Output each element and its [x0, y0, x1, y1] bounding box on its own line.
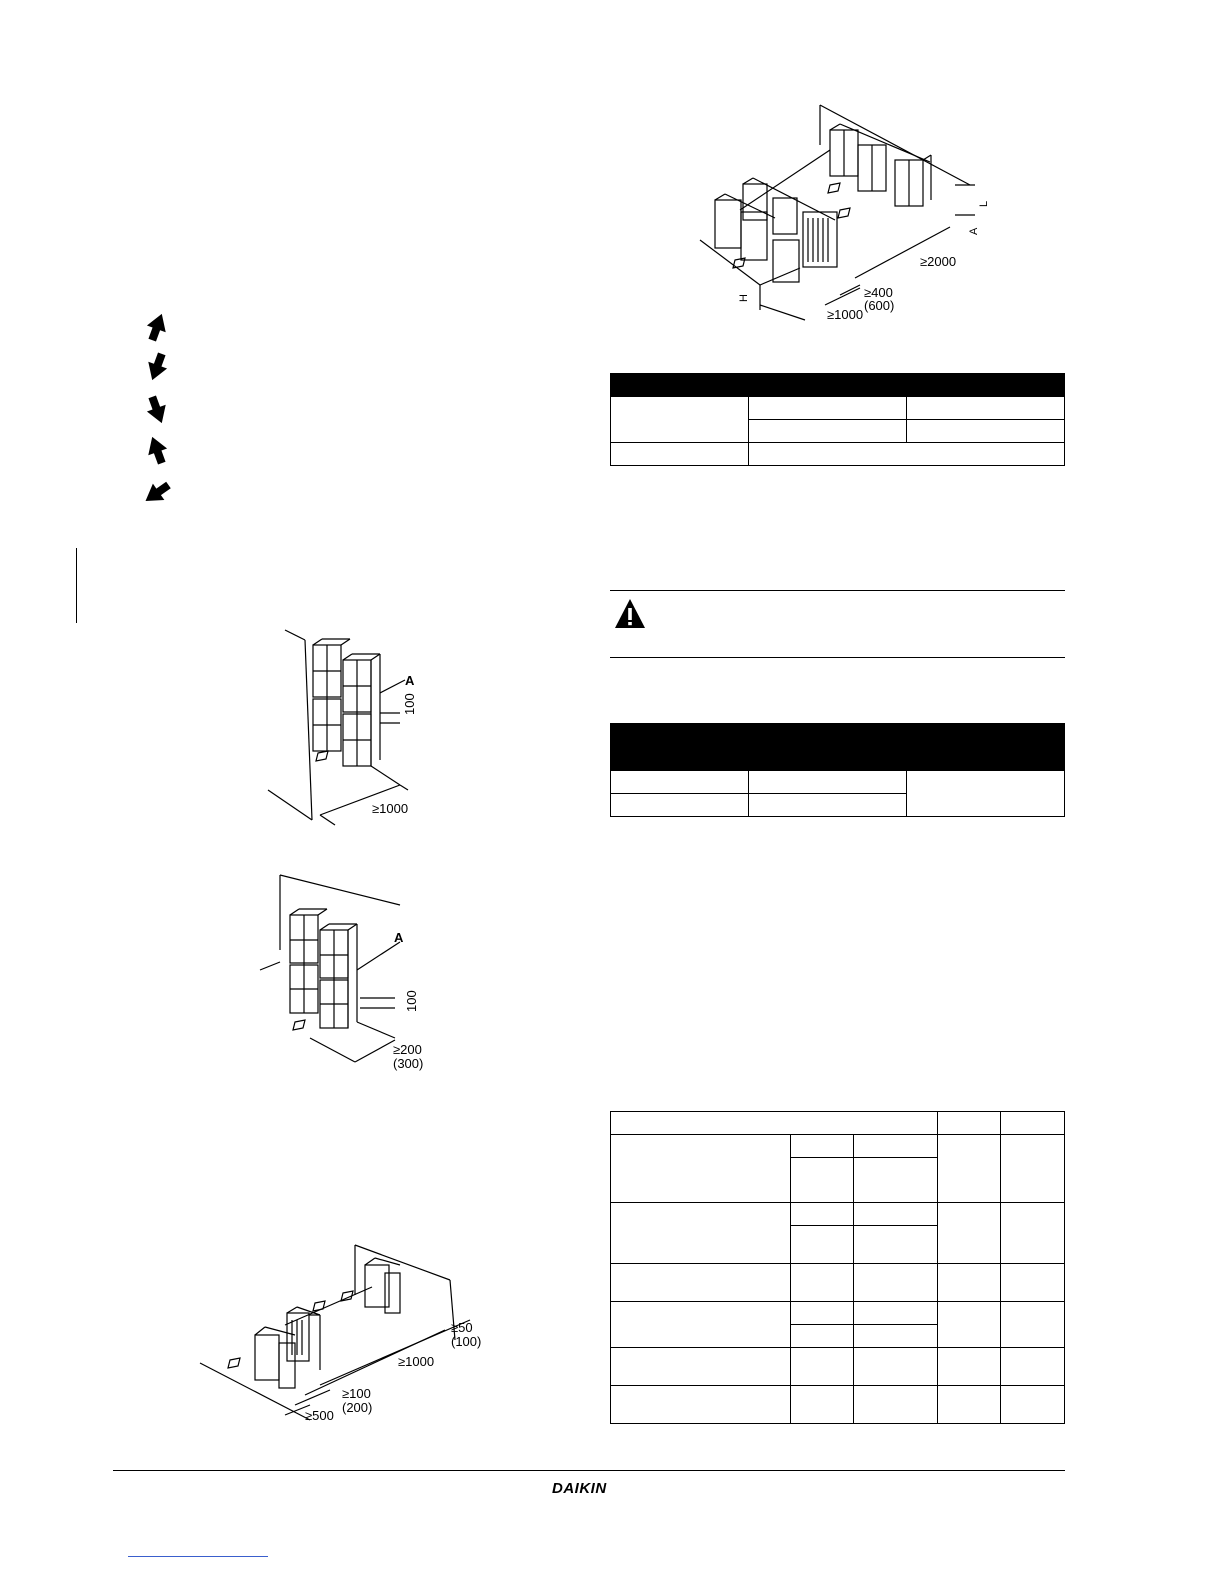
- dim-label: (100): [451, 1334, 482, 1349]
- warning-bottom-rule: [610, 657, 1065, 658]
- dim-label: L: [978, 200, 990, 207]
- table-1: [610, 373, 1065, 466]
- table-header-row: [611, 724, 1065, 771]
- dim-label: ≥1000: [398, 1354, 435, 1369]
- dim-label: (600): [864, 298, 895, 313]
- dim-label: H: [738, 294, 750, 302]
- arrow-icon: [143, 393, 171, 426]
- dim-label: ≥1000: [827, 307, 864, 322]
- dim-label: ≥1000: [372, 801, 409, 816]
- dim-label: (200): [342, 1400, 373, 1415]
- table-row: [611, 443, 1065, 466]
- arrow-icon: [143, 350, 171, 383]
- bottom-link-rule: [128, 1556, 268, 1557]
- dim-label: A: [394, 930, 404, 945]
- table-3: [610, 1111, 1065, 1424]
- direction-arrows: [135, 305, 185, 515]
- dim-label: 100: [402, 693, 417, 715]
- footer-brand-logo: DAIKIN: [552, 1480, 607, 1497]
- dim-label: ≥400: [864, 285, 893, 300]
- dim-label: ≥500: [305, 1408, 334, 1423]
- dim-label: ≥200: [393, 1042, 422, 1057]
- table-row: [611, 1264, 1065, 1302]
- arrow-icon: [143, 433, 171, 466]
- table-row: [611, 1348, 1065, 1386]
- table-2: [610, 723, 1065, 817]
- dim-label: (300): [393, 1056, 424, 1071]
- dim-label: 100: [404, 990, 419, 1012]
- figure-stacked-units-2: [255, 870, 455, 1075]
- footer-rule: [113, 1470, 1065, 1471]
- table-row: [611, 1112, 1065, 1135]
- table-row: [611, 771, 1065, 794]
- table-row: [611, 1135, 1065, 1158]
- arrow-icon: [143, 310, 171, 343]
- table-row: [611, 1302, 1065, 1325]
- dim-label: A: [405, 673, 415, 688]
- change-bar: [76, 548, 77, 623]
- dim-label: ≥100: [342, 1386, 371, 1401]
- figure-stacked-units-1: [260, 625, 460, 825]
- warning-top-rule: [610, 590, 1065, 591]
- table-row: [611, 397, 1065, 420]
- warning-icon: [613, 597, 647, 631]
- dim-label: ≥2000: [920, 254, 957, 269]
- arrow-icon: [140, 477, 174, 509]
- table-row: [611, 1386, 1065, 1424]
- table-header-row: [611, 374, 1065, 397]
- dim-label: ≥50: [451, 1320, 473, 1335]
- dim-label: A: [968, 227, 980, 235]
- table-row: [611, 1203, 1065, 1226]
